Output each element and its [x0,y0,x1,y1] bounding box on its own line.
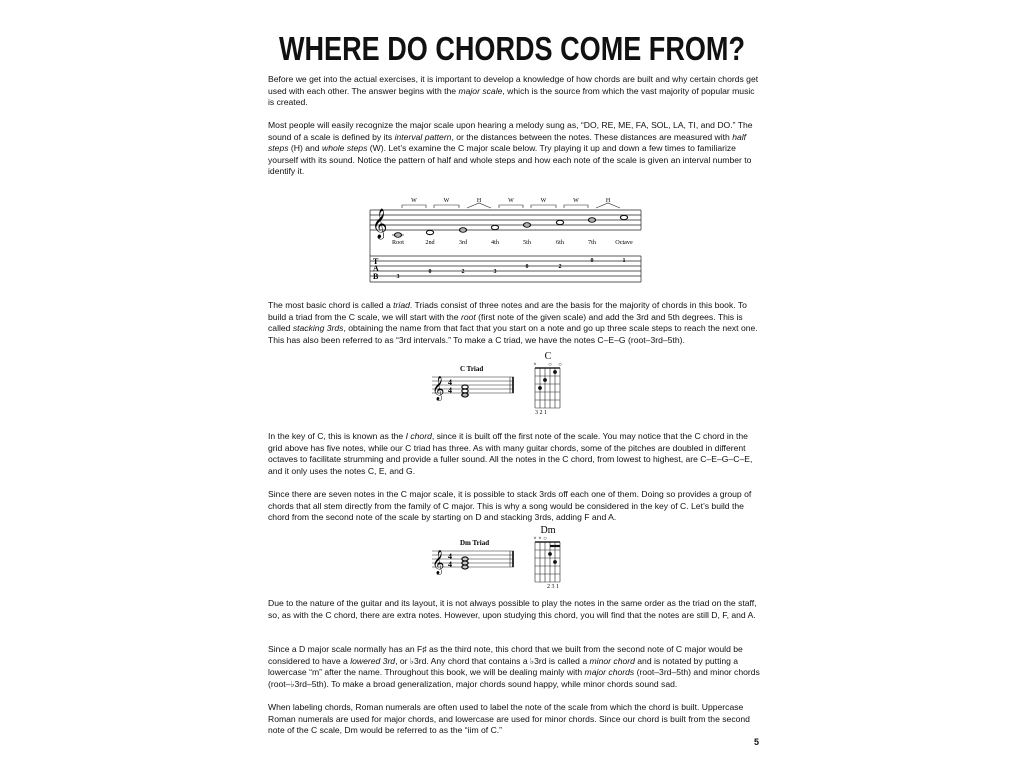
tab-fret-number: 0 [590,258,594,264]
dm-chord-name: Dm [540,525,556,536]
whole-step-bracket [531,205,556,208]
whole-step-bracket [499,205,523,208]
finger-dot [543,378,547,382]
c-fingering: 3 2 1 [535,410,547,416]
step-label: H [605,198,611,204]
scale-note [491,225,498,229]
scale-degree-label: 3rd [458,239,468,246]
step-label: W [508,198,514,204]
step-label: W [573,198,579,204]
treble-clef-icon: 𝄞 [372,209,388,238]
step-label: W [540,198,547,204]
string-mark: ○ [548,362,552,368]
scale-degree-label: 7th [588,239,596,246]
finger-dot [553,370,557,374]
time-signature-bottom: 4 [448,560,452,569]
paragraph-8: When labeling chords, Roman numerals are often used to label the note of the scale from which the chord is built. Uppercase Roman numerals are used for major chords, and lowercase are used for minor chords. Since our chord is built from the second note of the C scale, Dm would be referred to as the “iim of C.” [268,702,750,736]
tab-fret-number: 3 [396,274,400,280]
c-chord-name: C [544,351,552,362]
paragraph-2: Most people will easily recognize the major scale upon hearing a melody sung as, “DO, RE, ME, FA, SOL, LA, TI, and DO.” The sound of a scale is defined by its interval pattern, or the distances between the notes. These distances are measured with half steps (H) and whole steps (W). Let’s examine the C major scale below. Try playing it up and down a few times to familiarize yourself with its sound. Notice the pattern of half and whole steps and how each note of the scale is given an interval number to identify it. [268,120,753,177]
time-signature-top: 4 [448,552,452,561]
scale-degree-label: 2nd [425,239,435,246]
string-mark: × [533,362,537,368]
scale-degree-label: 6th [556,239,564,246]
dm-chord-grid [535,542,560,582]
string-mark: × [538,536,542,542]
tab-fret-number: 0 [428,269,432,275]
paragraph-4: In the key of C, this is known as the I chord, since it is built off the first note of the scale. You may notice that the C chord in the grid above has five notes, while our C triad has three. As with many guitar chords, some of the pitches are doubled in different octaves to facilitate strumming and provide a fuller sound. All the notes in the C chord, from lowest to highest, are C–E–G–C–E, and it only uses the notes C, E, and G. [268,431,753,476]
scale-note [426,230,433,234]
string-mark: × [533,536,537,542]
string-mark: ○ [543,536,547,542]
tab-fret-number: 1 [622,258,626,264]
c-triad-figure [428,350,578,420]
c-triad-notes [461,385,469,397]
paragraph-6: Due to the nature of the guitar and its layout, it is not always possible to play the notes in the same order as the triad on the staff, so, as with the C chord, there are extra notes. However, upon studying this chord, you will find that the notes are still D, F, and A. [268,598,757,620]
dm-triad-figure [428,524,578,594]
step-label: W [411,198,417,204]
tab-fret-number: 0 [525,264,529,270]
paragraph-1: Before we get into the actual exercises, it is important to develop a knowledge of how chords are built and why certain chords get used with each other. The answer begins with the major scale, which is the source from which the vast majority of popular music is created. [268,74,759,108]
whole-step-bracket [434,205,459,208]
time-signature-top: 4 [448,378,452,387]
tab-letter-t: T [373,257,379,266]
page-number: 5 [754,737,760,747]
whole-step-bracket [402,205,426,208]
string-mark: ○ [558,362,562,368]
c-chord-grid [535,368,560,408]
paragraph-3: The most basic chord is called a triad. Triads consist of three notes and are the basis for the majority of chords in this book. To build a triad from the C scale, we will start with the root (first note of the given scale) and add the 3rd and 5th degrees. This is called stacking 3rds, obtaining the name from that fact that you start on a note and go up three scale steps to reach the next one. This has also been referred to as “3rd intervals.” To make a C triad, we have the notes C–E–G (root–3rd–5th). [268,300,758,345]
c-string-marks [533,362,562,368]
dm-triad-label: Dm Triad [460,539,490,547]
finger-dot [538,386,542,390]
scale-note [620,215,627,219]
tab-fret-number: 2 [558,264,562,270]
scale-notes [392,215,628,237]
time-signature-bottom: 4 [448,386,452,395]
finger-dot [548,552,552,556]
dm-string-marks [533,536,547,542]
scale-degree-label: Root [391,239,405,246]
c-triad-label: C Triad [460,365,484,373]
paragraph-7: Since a D major scale normally has an F♯ as the third note, this chord that we built from the second note of C major would be considered to have a lowered 3rd, or ♭3rd. Any chord that contains a ♭3rd is called a minor chord and is notated by putting a lowercase “m” after the name. Throughout this book, we will be dealing mainly with major chords (root–3rd–5th) and minor chords (root–♭3rd–5th). To make a broad generalization, major chords sound happy, while minor chords sound sad. [268,644,760,689]
dm-fingering: 2 3 1 [547,584,559,590]
treble-clef-icon: 𝄞 [432,376,445,400]
scale-degree-label: 5th [523,239,531,246]
c-major-scale-figure [365,196,645,292]
scale-degree-labels [392,239,633,246]
whole-step-bracket [564,205,588,208]
tab-letter-b: B [373,272,379,281]
scale-degree-label: 4th [491,239,499,246]
interval-step-brackets [402,198,620,208]
tab-fret-number: 3 [493,269,497,275]
scale-note [556,220,563,224]
treble-clef-icon: 𝄞 [432,550,445,574]
scale-degree-label: Octave [615,239,633,246]
paragraph-5: Since there are seven notes in the C major scale, it is possible to stack 3rds off each one of them. Doing so provides a group of chords that all stem directly from the family of C major. This is why a song would be considered in the key of C. Let’s build the chord from the second note of the scale by starting on D and stacking 3rds, adding F and A. [268,489,752,523]
page-title: WHERE DO CHORDS COME FROM? [278,30,746,67]
tab-fret-number: 2 [461,269,465,275]
step-label: W [443,198,450,204]
step-label: H [476,198,482,204]
tab-letter-a: A [373,264,379,273]
finger-dot [553,560,557,564]
